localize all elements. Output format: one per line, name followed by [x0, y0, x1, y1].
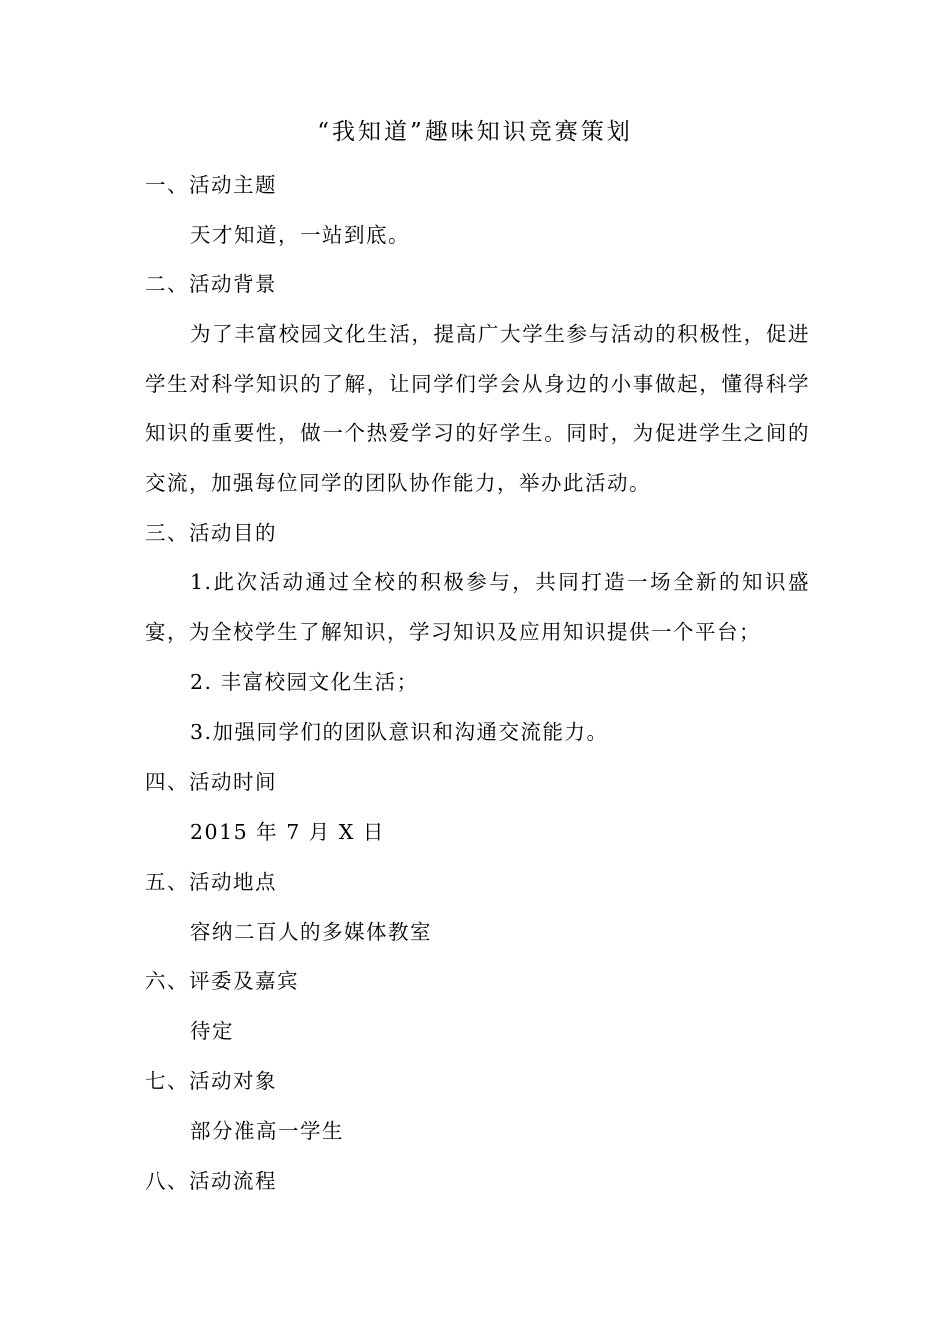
- section-heading-judges: 六、评委及嘉宾: [145, 969, 299, 993]
- section-heading-purpose: 三、活动目的: [145, 521, 277, 545]
- purpose-item-2: 2. 丰富校园文化生活；: [190, 670, 419, 694]
- section-content-audience: 部分准高一学生: [190, 1119, 344, 1143]
- section-heading-time: 四、活动时间: [145, 770, 277, 794]
- section-heading-background: 二、活动背景: [145, 272, 277, 296]
- purpose-item-1: 1.此次活动通过全校的积极参与，共同打造一场全新的知识盛宴，为全校学生了解知识，学习知识及应用知识提供一个平台；: [145, 570, 810, 644]
- document-title: “我知道”趣味知识竞赛策划: [317, 119, 633, 145]
- section-content-theme: 天才知道，一站到底。: [190, 223, 410, 247]
- section-heading-theme: 一、活动主题: [145, 173, 277, 197]
- section-content-time: 2015 年 7 月 X 日: [190, 820, 385, 844]
- section-content-background: 为了丰富校园文化生活，提高广大学生参与活动的积极性，促进学生对科学知识的了解，让同学们学会从身边的小事做起，懂得科学知识的重要性，做一个热爱学习的好学生。同时，为促进学生之间的交流，加强每位同学的团队协作能力，举办此活动。: [145, 322, 810, 495]
- section-heading-location: 五、活动地点: [145, 870, 277, 894]
- section-content-judges: 待定: [190, 1019, 234, 1043]
- section-heading-process: 八、活动流程: [145, 1169, 277, 1193]
- purpose-item-3: 3.加强同学们的团队意识和沟通交流能力。: [190, 720, 609, 744]
- section-heading-audience: 七、活动对象: [145, 1069, 277, 1093]
- section-content-location: 容纳二百人的多媒体教室: [190, 920, 432, 944]
